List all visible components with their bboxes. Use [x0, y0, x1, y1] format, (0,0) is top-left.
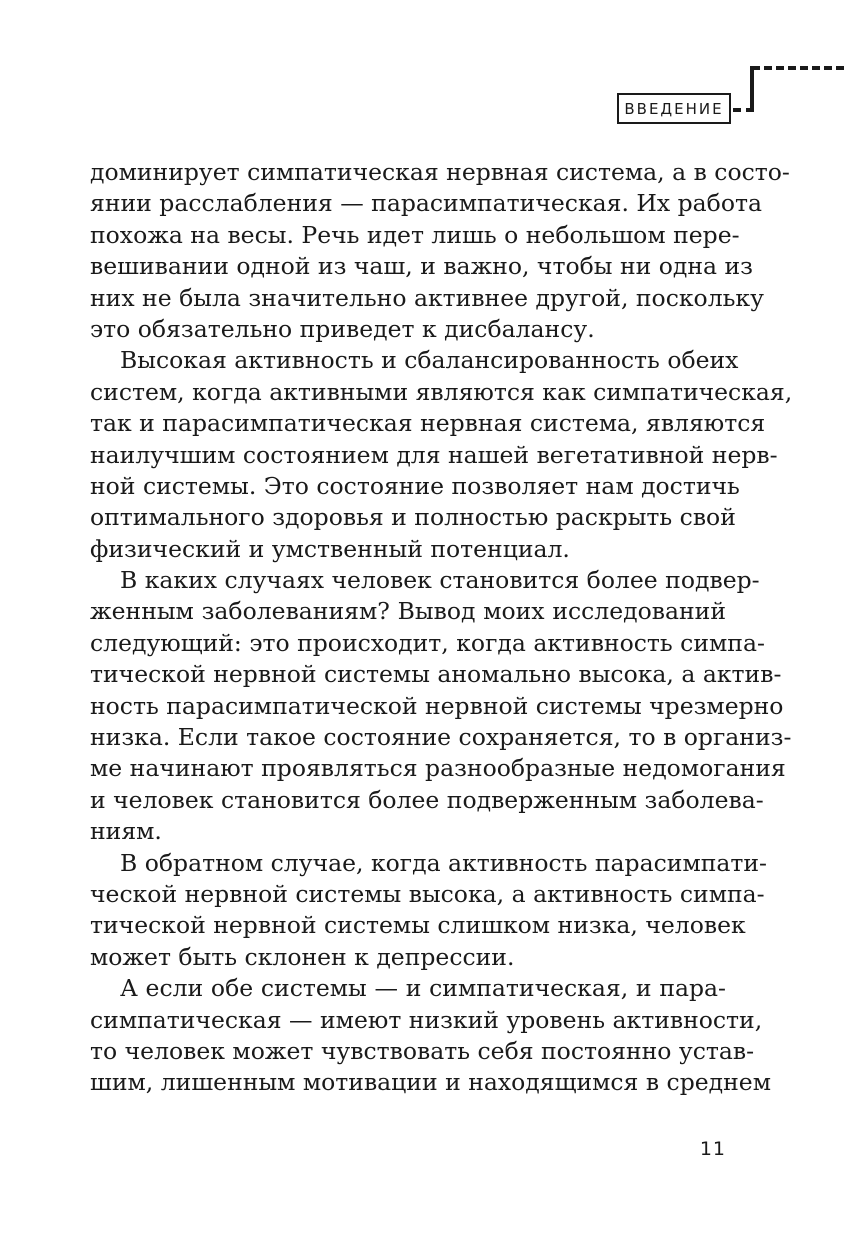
- text-line: янии расслабления — парасимпатическая. Их работа: [90, 189, 762, 218]
- text-line: наилучшим состоянием для нашей вегетативной нерв-: [90, 440, 778, 469]
- text-line: систем, когда активными являются как симпатическая,: [90, 377, 793, 406]
- text-line: А если обе системы — и симпатическая, и пара-: [120, 974, 726, 1003]
- paragraph: [90, 157, 790, 345]
- header-decoration-connector: [733, 108, 754, 112]
- header-decoration-vertical: [750, 66, 754, 112]
- paragraph: [90, 973, 771, 1099]
- text-line: тической нервной системы слишком низка, человек: [90, 911, 746, 940]
- text-line: шим, лишенным мотивации и находящимся в среднем: [90, 1068, 771, 1097]
- paragraph: [90, 565, 792, 848]
- text-line: следующий: это происходит, когда активность симпа-: [90, 628, 765, 657]
- text-line: вешивании одной из чаш, и важно, чтобы ни одна из: [90, 252, 753, 281]
- text-line: то человек может чувствовать себя постоянно устав-: [90, 1036, 755, 1065]
- page-number: 11: [699, 1138, 726, 1160]
- text-line: ме начинают проявляться разнообразные недомогания: [90, 754, 786, 783]
- text-line: ность парасимпатической нервной системы чрезмерно: [90, 691, 784, 720]
- text-line: и человек становится более подверженным заболева-: [90, 785, 764, 814]
- text-line: ниям.: [90, 817, 162, 846]
- header-decoration-line: [752, 66, 844, 70]
- section-label: ВВЕДЕНИЕ: [624, 99, 724, 118]
- text-line: В обратном случае, когда активность парасимпати-: [120, 848, 767, 877]
- text-line: Высокая активность и сбалансированность обеих: [120, 346, 739, 375]
- text-line: ной системы. Это состояние позволяет нам достичь: [90, 471, 740, 500]
- text-line: женным заболеваниям? Вывод моих исследований: [90, 597, 726, 626]
- running-header: [617, 93, 731, 124]
- text-line: ческой нервной системы высока, а активность симпа-: [90, 879, 765, 908]
- text-line: похожа на весы. Речь идет лишь о небольшом пере-: [90, 220, 740, 249]
- paragraph: [90, 848, 767, 974]
- text-line: них не была значительно активнее другой, поскольку: [90, 283, 764, 312]
- text-line: так и парасимпатическая нервная система, являются: [90, 409, 766, 438]
- text-line: низка. Если такое состояние сохраняется, то в организ-: [90, 723, 792, 752]
- paragraph: [90, 345, 793, 565]
- text-line: В каких случаях человек становится более подвер-: [120, 566, 760, 595]
- text-line: может быть склонен к депрессии.: [90, 942, 515, 971]
- text-line: это обязательно приведет к дисбалансу.: [90, 314, 595, 343]
- body-text: [90, 157, 793, 1099]
- text-line: физический и умственный потенциал.: [90, 534, 570, 563]
- text-line: доминирует симпатическая нервная система, а в состо-: [90, 158, 790, 186]
- text-line: оптимального здоровья и полностью раскрыть свой: [90, 503, 736, 532]
- text-line: тической нервной системы аномально высока, а актив-: [90, 660, 782, 689]
- text-line: симпатическая — имеют низкий уровень активности,: [90, 1005, 763, 1034]
